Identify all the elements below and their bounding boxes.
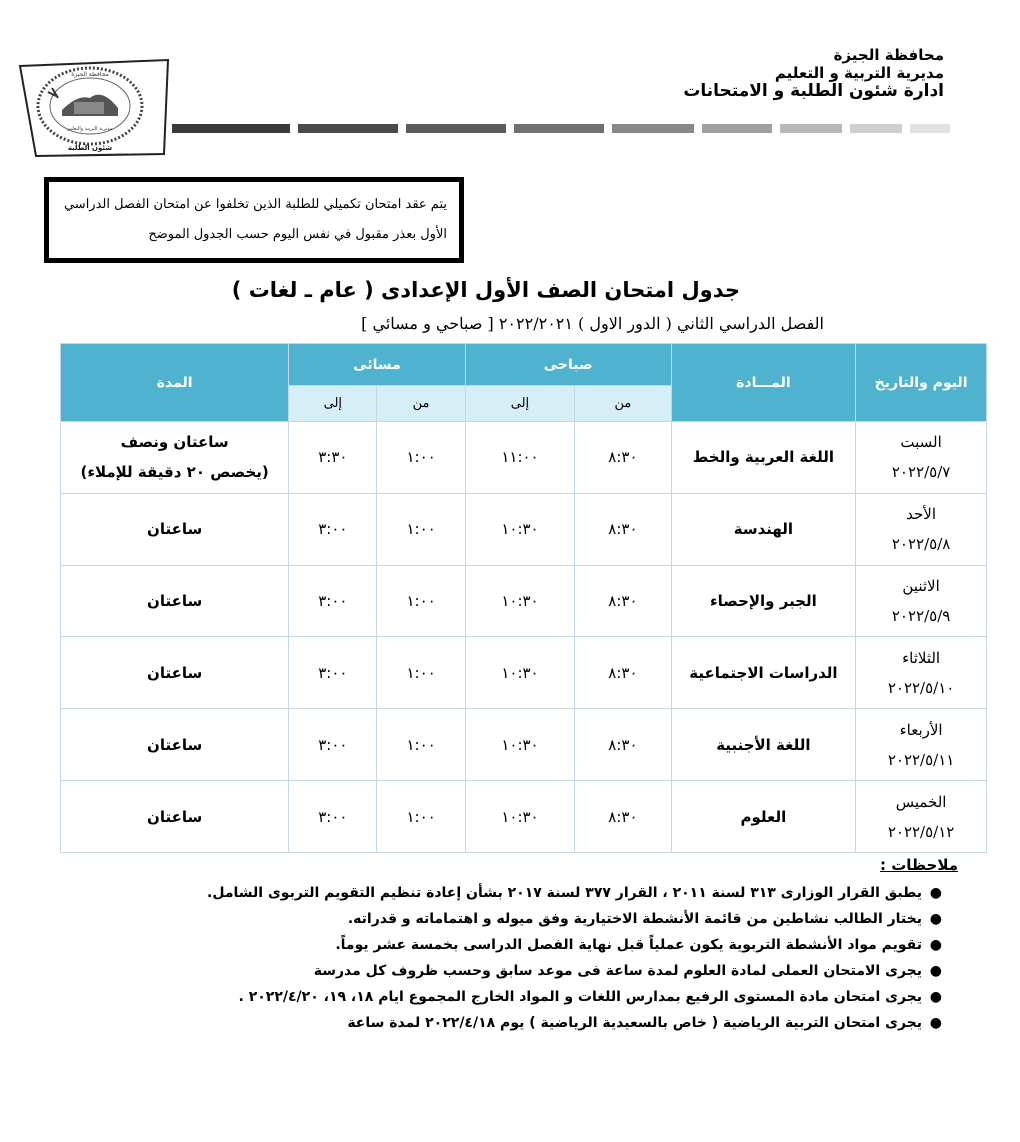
col-header-day: اليوم والتاريخ	[856, 344, 987, 422]
table-row	[61, 637, 987, 709]
day-name: الاثنين	[902, 577, 940, 596]
day-name: السبت	[900, 433, 942, 452]
evening-from-cell: ١:٠٠	[377, 565, 465, 637]
morning-from-cell: ٨:٣٠	[575, 709, 671, 781]
list-item	[42, 932, 942, 958]
morning-from-cell: ٨:٣٠	[575, 493, 671, 565]
morning-from-cell: ٨:٣٠	[575, 565, 671, 637]
seal-text-mid: مديرية التربية والتعليم	[67, 126, 113, 132]
page-subtitle: الفصل الدراسي الثاني ( الدور الاول ) ٢٠٢٢/٢٠٢١ [ صباحي و مسائي ]	[361, 314, 824, 333]
morning-from-cell: ٨:٣٠	[575, 422, 671, 494]
col-header-morning-from: من	[575, 386, 671, 422]
day-date-cell	[856, 709, 987, 781]
bullet-icon: ●	[929, 989, 942, 1005]
day-date-cell	[856, 422, 987, 494]
day-name: الأحد	[906, 505, 937, 524]
col-header-evening: مسائى	[289, 344, 465, 386]
duration-text: ساعتان ونصف	[120, 433, 229, 452]
morning-to-cell: ١١:٠٠	[465, 422, 575, 494]
duration-cell	[61, 422, 289, 494]
bullet-icon: ●	[929, 911, 942, 927]
evening-to-cell: ٣:٠٠	[289, 709, 377, 781]
official-seal-icon	[18, 58, 170, 158]
list-item	[42, 1010, 942, 1036]
evening-from-cell: ١:٠٠	[377, 422, 465, 494]
note-text: تقويم مواد الأنشطة التربوية يكون عملياً قبل نهاية الفصل الدراسى بخمسة عشر يوماً.	[335, 937, 922, 953]
note-text: يطبق القرار الوزارى ٣١٣ لسنة ٢٠١١ ، القرار ٣٧٧ لسنة ٢٠١٧ بشأن إعادة تنظيم التقويم التربوى الشامل.	[207, 885, 922, 901]
note-text: يختار الطالب نشاطين من قائمة الأنشطة الاختيارية وفق ميوله و اهتماماته و قدراته.	[347, 911, 922, 927]
day-date-cell	[856, 493, 987, 565]
day-name: الأربعاء	[899, 720, 943, 739]
notes-list	[42, 880, 942, 1036]
morning-to-cell: ١٠:٣٠	[465, 709, 575, 781]
day-date-cell	[856, 637, 987, 709]
bullet-icon: ●	[929, 937, 942, 953]
day-name: الثلاثاء	[902, 648, 941, 667]
note-text: يجرى امتحان مادة المستوى الرفيع بمدارس اللغات و المواد الخارج المجموع ايام ١٨، ١٩، ٢٠٢٢/٤/٢٠ .	[238, 989, 922, 1005]
evening-from-cell: ١:٠٠	[377, 637, 465, 709]
subject-cell: الدراسات الاجتماعية	[671, 637, 856, 709]
evening-to-cell: ٣:٠٠	[289, 565, 377, 637]
morning-to-cell: ١٠:٣٠	[465, 781, 575, 853]
morning-to-cell: ١٠:٣٠	[465, 565, 575, 637]
governorate-name: محافظة الجيزة	[833, 46, 944, 64]
table-row	[61, 565, 987, 637]
page-title: جدول امتحان الصف الأول الإعدادى ( عام ـ لغات )	[231, 278, 740, 302]
exam-date: ٢٠٢٢/٥/٨	[891, 535, 951, 554]
notes-heading: ملاحظات :	[879, 856, 958, 874]
exam-schedule-table	[60, 343, 987, 853]
bullet-icon: ●	[929, 963, 942, 979]
day-date-cell	[856, 781, 987, 853]
seal-text-top: محافظة الجيزة	[71, 71, 109, 78]
day-date-cell	[856, 565, 987, 637]
subject-cell: الجبر والإحصاء	[671, 565, 856, 637]
duration-cell: ساعتان	[61, 781, 289, 853]
duration-cell: ساعتان	[61, 709, 289, 781]
exam-date: ٢٠٢٢/٥/١١	[887, 750, 955, 769]
note-text: يجرى امتحان التربية الرياضية ( خاص بالسعيدية الرياضية ) يوم ٢٠٢٢/٤/١٨ لمدة ساعة	[347, 1015, 922, 1031]
morning-to-cell: ١٠:٣٠	[465, 493, 575, 565]
morning-from-cell: ٨:٣٠	[575, 637, 671, 709]
morning-from-cell: ٨:٣٠	[575, 781, 671, 853]
col-header-duration: المدة	[61, 344, 289, 422]
evening-to-cell: ٣:٠٠	[289, 637, 377, 709]
makeup-exam-notice: يتم عقد امتحان تكميلي للطلبة الذين تخلفوا عن امتحان الفصل الدراسي الأول بعذر مقبول في نفس اليوم حسب الجدول الموضح	[44, 177, 464, 263]
evening-from-cell: ١:٠٠	[377, 781, 465, 853]
subject-cell: اللغة العربية والخط	[671, 422, 856, 494]
day-name: الخميس	[895, 792, 947, 811]
subject-cell: الهندسة	[671, 493, 856, 565]
duration-cell: ساعتان	[61, 637, 289, 709]
seal-text-bottom: شئون الطلبة	[67, 144, 113, 152]
note-text: يجرى الامتحان العملى لمادة العلوم لمدة ساعة فى موعد سابق وحسب ظروف كل مدرسة	[313, 963, 922, 979]
col-header-morning: صباحى	[465, 344, 671, 386]
evening-to-cell: ٣:٠٠	[289, 781, 377, 853]
list-item	[42, 880, 942, 906]
table-row	[61, 422, 987, 494]
list-item	[42, 958, 942, 984]
exam-date: ٢٠٢٢/٥/٩	[891, 607, 951, 626]
table-row	[61, 493, 987, 565]
list-item	[42, 984, 942, 1010]
evening-to-cell: ٣:٣٠	[289, 422, 377, 494]
subject-cell: اللغة الأجنبية	[671, 709, 856, 781]
evening-to-cell: ٣:٠٠	[289, 493, 377, 565]
table-row	[61, 781, 987, 853]
bullet-icon: ●	[929, 1015, 942, 1031]
col-header-evening-from: من	[377, 386, 465, 422]
col-header-morning-to: إلى	[465, 386, 575, 422]
duration-note: (يخصص ٢٠ دقيقة للإملاء)	[80, 463, 269, 482]
bullet-icon: ●	[929, 885, 942, 901]
col-header-subject: المـــادة	[671, 344, 856, 422]
duration-cell: ساعتان	[61, 565, 289, 637]
table-row	[61, 709, 987, 781]
subject-cell: العلوم	[671, 781, 856, 853]
department-name: ادارة شئون الطلبة و الامتحانات	[683, 81, 944, 101]
evening-from-cell: ١:٠٠	[377, 493, 465, 565]
morning-to-cell: ١٠:٣٠	[465, 637, 575, 709]
header-divider	[172, 124, 962, 133]
exam-date: ٢٠٢٢/٥/٧	[891, 463, 951, 482]
duration-cell: ساعتان	[61, 493, 289, 565]
list-item	[42, 906, 942, 932]
evening-from-cell: ١:٠٠	[377, 709, 465, 781]
exam-date: ٢٠٢٢/٥/١٢	[887, 822, 955, 841]
letterhead	[683, 46, 944, 100]
exam-date: ٢٠٢٢/٥/١٠	[887, 678, 955, 697]
col-header-evening-to: إلى	[289, 386, 377, 422]
directorate-name: مديرية التربية و التعليم	[774, 64, 944, 82]
